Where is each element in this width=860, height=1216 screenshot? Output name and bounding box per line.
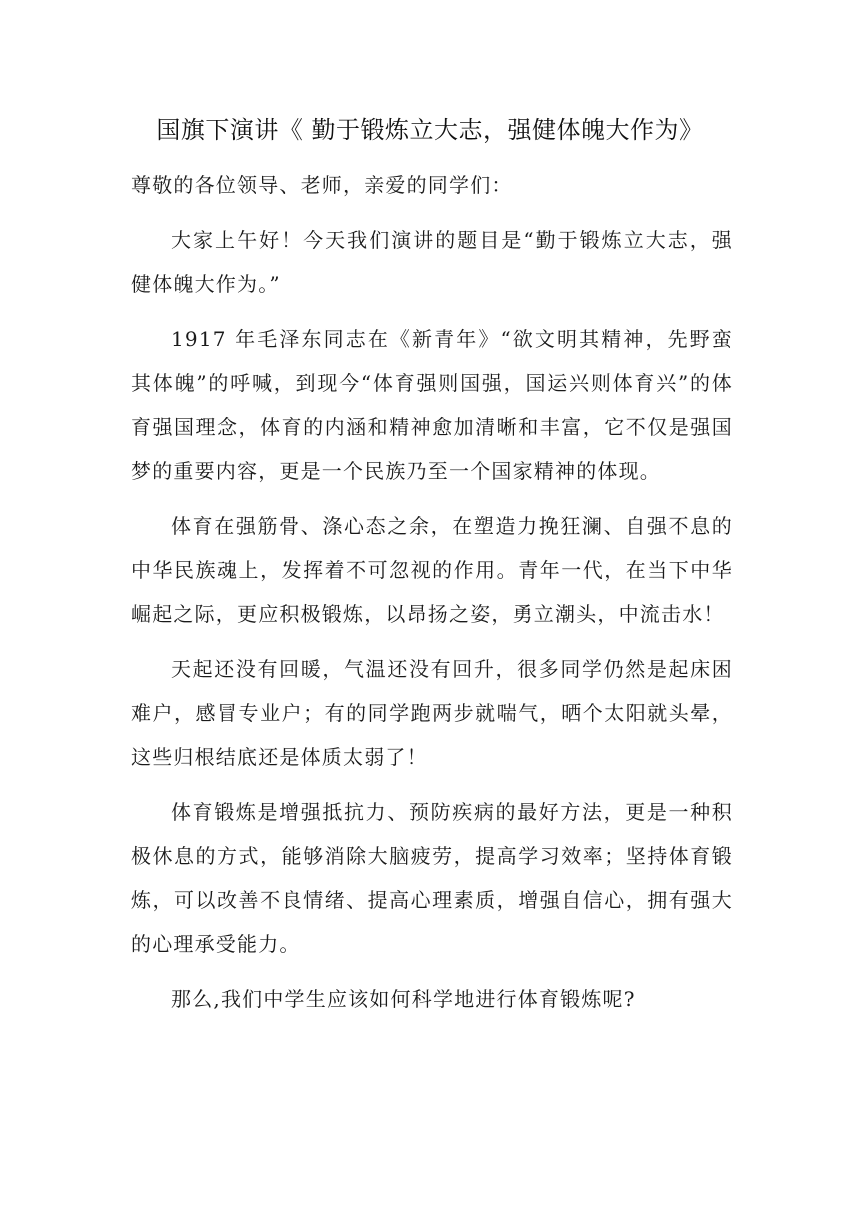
document-title: 国旗下演讲《 勤于锻炼立大志，强健体魄大作为》 (156, 116, 704, 144)
body-paragraph: 那么,我们中学生应该如何科学地进行体育锻炼呢? (171, 987, 636, 1011)
salutation-paragraph: 尊敬的各位领导、老师，亲爱的同学们： (131, 173, 513, 197)
document-body (131, 163, 733, 1032)
body-paragraph: 体育锻炼是增强抵抗力、预防疾病的最好方法，更是一种积极休息的方式，能够消除大脑疲劳，提高学习效率；坚持体育锻炼，可以改善不良情绪、提高心理素质，增强自信心，拥有强大的心理承受能力。 (131, 800, 733, 956)
body-paragraph: 天起还没有回暖，气温还没有回升，很多同学仍然是起床困难户，感冒专业户；有的同学跑两步就喘气，晒个太阳就头晕，这些归根结底还是体质太弱了！ (131, 657, 733, 769)
body-paragraph: 体育在强筋骨、涤心态之余，在塑造力挽狂澜、自强不息的中华民族魂上，发挥着不可忽视的作用。青年一代，在当下中华崛起之际，更应积极锻炼，以昂扬之姿，勇立潮头，中流击水！ (131, 514, 733, 626)
body-paragraph: 1917 年毛泽东同志在《新青年》“欲文明其精神，先野蛮其体魄”的呼喊，到现今“体育强则国强，国运兴则体育兴”的体育强国理念，体育的内涵和精神愈加清晰和丰富，它不仅是强国梦的重要内容，更是一个民族乃至一个国家精神的体现。 (131, 327, 733, 483)
body-paragraph: 大家上午好！今天我们演讲的题目是“勤于锻炼立大志，强健体魄大作为。” (131, 228, 733, 296)
